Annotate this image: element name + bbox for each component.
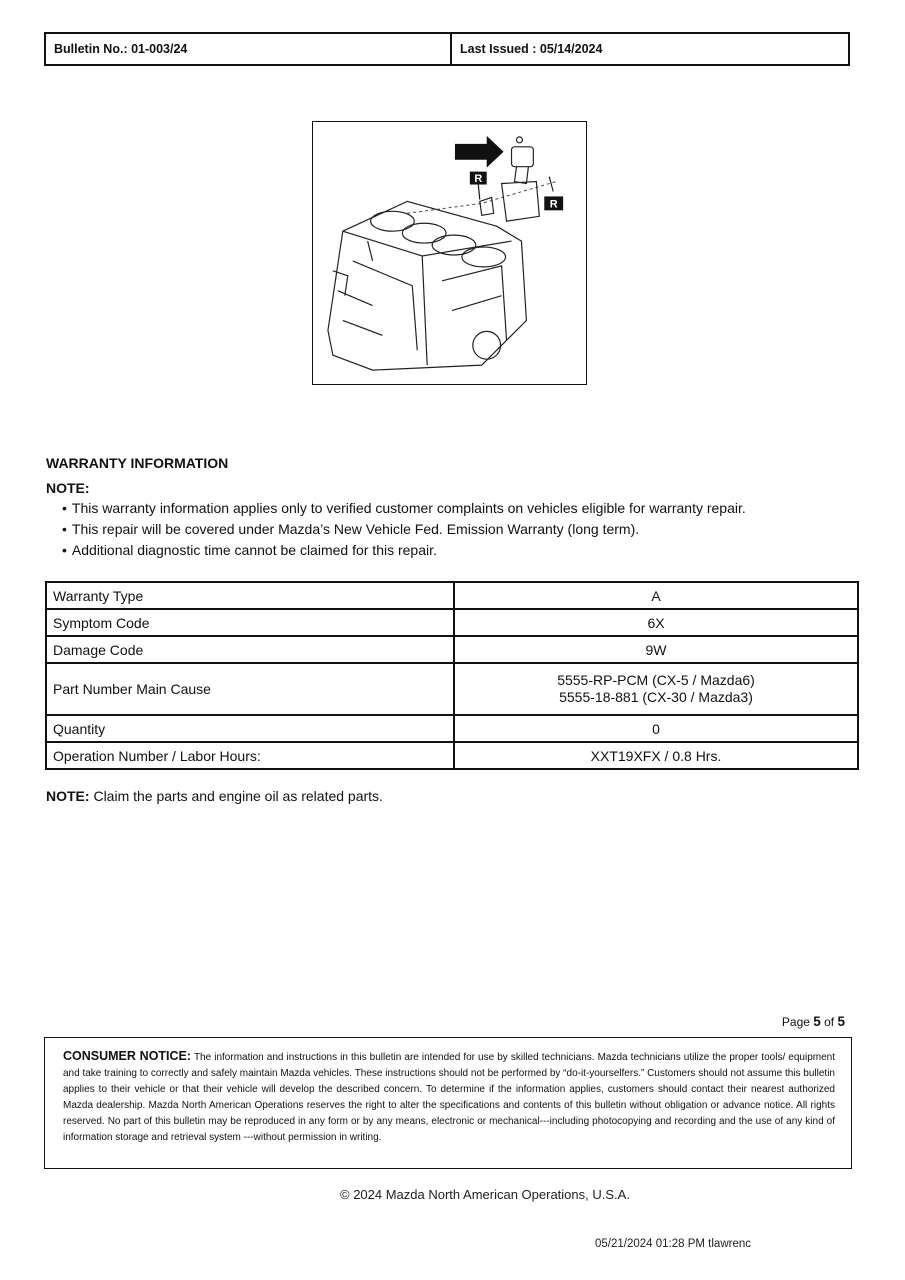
row-value: 6X <box>454 609 858 636</box>
related-parts-note <box>46 788 383 804</box>
warranty-note-item: • Additional diagnostic time cannot be claimed for this repair. <box>62 540 746 561</box>
row-label: Quantity <box>46 715 454 742</box>
row-value: A <box>454 582 858 609</box>
svg-text:R: R <box>474 173 483 186</box>
table-row <box>46 742 858 769</box>
table-row <box>46 636 858 663</box>
engine-diagram-figure <box>312 121 587 385</box>
consumer-notice-lead: CONSUMER NOTICE: <box>63 1049 192 1063</box>
copyright-text: © 2024 Mazda North American Operations, U.S.A. <box>340 1187 630 1202</box>
warranty-table <box>45 581 859 770</box>
note-label: NOTE: <box>46 480 90 496</box>
consumer-notice <box>44 1037 852 1169</box>
bulletin-number: Bulletin No.: 01-003/24 <box>46 34 452 64</box>
warranty-note-list <box>62 498 746 561</box>
related-parts-note-label: NOTE: <box>46 788 90 804</box>
page-current: 5 <box>813 1014 821 1029</box>
svg-text:R: R <box>549 198 558 211</box>
replace-label-r-2 <box>544 196 563 210</box>
page-prefix: Page <box>781 1015 814 1029</box>
row-label: Warranty Type <box>46 582 454 609</box>
warranty-section-title: WARRANTY INFORMATION <box>46 455 229 471</box>
table-row <box>46 715 858 742</box>
engine-block-drawing <box>328 201 526 370</box>
part-number-line: 5555-18-881 (CX-30 / Mazda3) <box>559 689 753 705</box>
direction-arrow-icon <box>455 136 504 168</box>
row-value <box>454 663 858 715</box>
row-label: Damage Code <box>46 636 454 663</box>
table-row <box>46 609 858 636</box>
page-total: 5 <box>837 1014 845 1029</box>
row-value: 0 <box>454 715 858 742</box>
row-label: Operation Number / Labor Hours: <box>46 742 454 769</box>
row-label: Symptom Code <box>46 609 454 636</box>
part-number-line: 5555-RP-PCM (CX-5 / Mazda6) <box>557 672 755 688</box>
print-timestamp: 05/21/2024 01:28 PM tlawrenc <box>595 1238 751 1250</box>
warranty-note-item: • This repair will be covered under Mazda’s New Vehicle Fed. Emission Warranty (long term). <box>62 519 746 540</box>
table-row <box>46 663 858 715</box>
related-parts-note-text: Claim the parts and engine oil as related parts. <box>89 788 383 804</box>
replace-label-r-1 <box>470 172 487 200</box>
row-value: XXT19XFX / 0.8 Hrs. <box>454 742 858 769</box>
last-issued-date: Last Issued : 05/14/2024 <box>460 42 603 56</box>
consumer-notice-text: The information and instructions in this bulletin are intended for use by skilled technicians. Mazda technicians utilize the proper tools/ equipment and take training to correctly and safely maintain Mazda vehicles. These instructions should not be performed by “do-it-yourselfers.” Customers should not assume this bulletin applies to their vehicle or that their vehicle will develop the described concern. To determine if the information applies, customers should contact their nearest authorized Mazda dealership. Mazda North American Operations reserves the right to alter the specifications and contents of this bulletin without obligation or advance notice. All rights reserved. No part of this bulletin may be reproduced in any form or by any means, electronic or mechanical---including photocopying and recording and the use of any kind of information storage and retrieval system ---without permission in writing. <box>63 1052 835 1143</box>
row-value: 9W <box>454 636 858 663</box>
page-of: of <box>820 1015 838 1029</box>
page-number <box>782 1014 845 1029</box>
row-label: Part Number Main Cause <box>46 663 454 715</box>
engine-block-illustration <box>313 122 586 384</box>
warranty-note-item: • This warranty information applies only to verified customer complaints on vehicles eligible for warranty repair. <box>62 498 746 519</box>
bulletin-header <box>44 32 850 66</box>
table-row <box>46 582 858 609</box>
